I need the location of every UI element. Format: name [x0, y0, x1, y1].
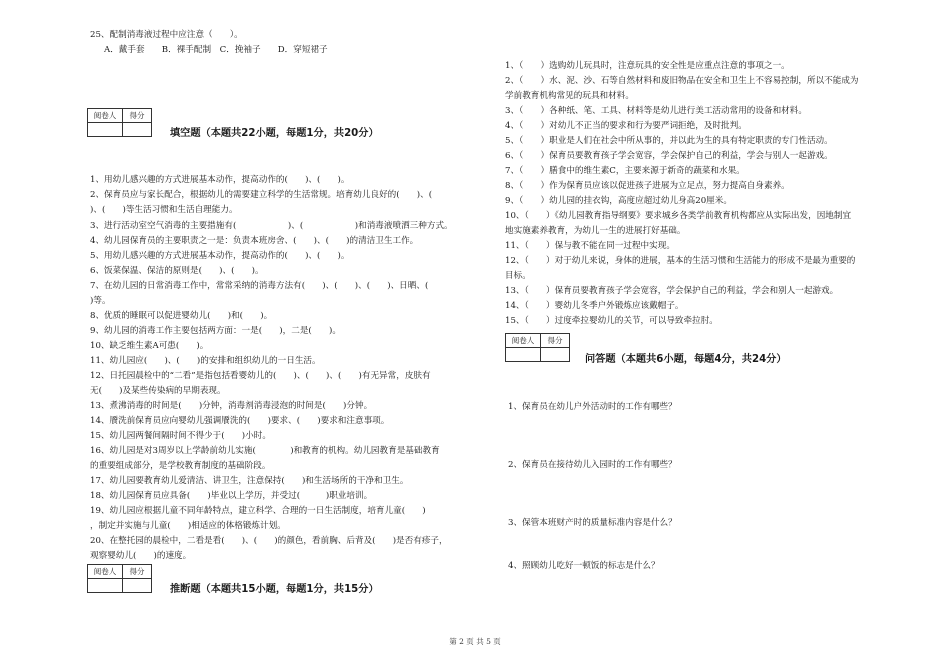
q25-options: A．戴手套 B．裸手配制 C．挽袖子 D．穿短裙子 — [104, 45, 328, 55]
fill-line: 2、保育员应与家长配合，根据幼儿的需要建立科学的生活常规。培育幼儿良好的( )、( — [90, 190, 433, 200]
fill-line: 13、煮沸消毒的时间是( )分钟，消毒剂消毒浸泡的时间是( )分钟。 — [90, 401, 373, 411]
fill-line: 10、缺乏维生素A可患( )。 — [90, 341, 209, 351]
fill-line: 15、幼儿园两餐间隔时间不得少于( )小时。 — [90, 431, 271, 441]
judge-line: 11、（ ）保与教不能在同一过程中实现。 — [505, 241, 675, 251]
fill-line: )、( )等生活习惯和生活自理能力。 — [90, 205, 238, 215]
fill-line: 12、日托园晨检中的“二看”是指包括看婴幼儿的( )、( )、( )有无异常，皮肤有 — [90, 371, 431, 381]
fill-line: 4、幼儿园保育员的主要职责之一是：负责本班房舍、( )、( )的清洁卫生工作。 — [90, 236, 419, 246]
score-label: 得分 — [129, 567, 145, 576]
fill-line: 11、幼儿园应( )、( )的安排和组织幼儿的一日生活。 — [90, 356, 321, 366]
fill-line: 9、幼儿园的消毒工作主要包括两方面：一是( )，二是( )。 — [90, 326, 341, 336]
qa-question-4: 4、照顾幼儿吃好一顿饭的标志是什么？ — [508, 561, 660, 571]
qa-section-title: 问答题（本题共6小题，每题4分，共24分） — [585, 354, 787, 365]
fill-line: 的重要组成部分，是学校教育制度的基础阶段。 — [90, 461, 271, 471]
judge-line: 2、（ ）水、泥、沙、石等自然材料和废旧物品在安全和卫生上不容易控制，所以不能成为 — [505, 76, 859, 86]
page-footer: 第 2 页 共 5 页 — [449, 637, 501, 646]
judge-line: 3、（ ）各种纸、笔、工具、材料等是幼儿进行美工活动常用的设备和材料。 — [505, 106, 807, 116]
q25-stem: 25、配制消毒液过程中应注意（ ）。 — [90, 30, 243, 40]
qa-question-2: 2、保育员在接待幼儿入园时的工作有哪些？ — [508, 460, 677, 470]
qa-question-1: 1、保育员在幼儿户外活动时的工作有哪些？ — [508, 402, 677, 412]
judge-line: 7、（ ）膳食中的维生素C，主要来源于新奇的蔬菜和水果。 — [505, 166, 745, 176]
judge-line: 地实施素养教育，为幼儿一生的进展打好基础。 — [505, 226, 686, 236]
score-box-judge — [87, 564, 152, 579]
judge-line: 5、（ ）职业是人们在社会中所从事的，并以此为生的具有特定职责的专门性活动。 — [505, 136, 833, 146]
reviewer-label: 阅卷人 — [88, 109, 123, 122]
judge-line: 学前教育机构常见的玩具和材料。 — [505, 91, 634, 101]
score-box-fill — [87, 108, 152, 123]
score-label: 得分 — [129, 111, 145, 120]
fill-section-title: 填空题（本题共22小题，每题1分，共20分） — [170, 128, 379, 139]
judge-line: 1、（ ）选购幼儿玩具时，注意玩具的安全性是应重点注意的事项之一。 — [505, 61, 790, 71]
judge-line: 6、（ ）保育员要教育孩子学会宽容，学会保护自己的利益，学会与别人一起游戏。 — [505, 151, 833, 161]
judge-line: 10、（ ）《幼儿园教育指导纲要》要求城乡各类学前教育机构都应从实际出发，因地制宜 — [505, 211, 852, 221]
score-box-qa — [505, 333, 570, 348]
qa-question-3: 3、保管本班财产时的质量标准内容是什么？ — [508, 518, 677, 528]
score-label: 得分 — [547, 336, 563, 345]
judge-line: 13、（ ）保育员要教育孩子学会宽容，学会保护自己的利益，学会和别人一起游戏。 — [505, 286, 839, 296]
fill-line: 14、餍洗前保育员应向婴幼儿强调餍洗的( )要求、( )要求和注意事项。 — [90, 416, 390, 426]
judge-line: 4、（ ）对幼儿不正当的要求和行为要严词拒绝，及时批判。 — [505, 121, 747, 131]
score-box-qa-blank — [505, 347, 570, 362]
reviewer-label: 阅卷人 — [88, 565, 123, 578]
fill-line: )等。 — [90, 296, 111, 306]
fill-line: 16、幼儿园是对3周岁以上学龄前幼儿实施( )和教育的机构。幼儿园教育是基础教育 — [90, 446, 440, 456]
judge-line: 15、（ ）过度牵拉婴幼儿的关节，可以导致牵拉肘。 — [505, 316, 718, 326]
judge-line: 12、（ ）对于幼儿来说，身体的进展，基本的生活习惯和生活能力的形成不是最为重要的 — [505, 256, 856, 266]
fill-line: ，制定并实施与儿童( )相适应的体格锻炼计划。 — [90, 521, 286, 531]
fill-line: 18、幼儿园保育员应具备( )毕业以上学历，并受过( )职业培训。 — [90, 491, 373, 501]
fill-line: 观察婴幼儿( )的速度。 — [90, 551, 192, 561]
judge-line: 14、（ ）婴幼儿冬季户外锻炼应该戴帽子。 — [505, 301, 684, 311]
fill-line: 7、在幼儿园的日常消毒工作中，常常采纳的消毒方法有( )、( )、( )、日晒、( — [90, 281, 429, 291]
fill-line: 3、进行活动室空气消毒的主要措施有( )、( )和消毒液喷洒三种方式。 — [90, 221, 453, 231]
score-box-fill-blank — [87, 122, 152, 137]
fill-line: 1、用幼儿感兴趣的方式进展基本动作，提高动作的( )、( )。 — [90, 175, 350, 185]
fill-line: 6、饭菜保温、保洁的原则是( )、( )。 — [90, 266, 264, 276]
judge-line: 目标。 — [505, 271, 531, 281]
fill-line: 8、优质的睡眠可以促进婴幼儿( )和( )。 — [90, 311, 273, 321]
judge-line: 8、（ ）作为保育员应该以促进孩子进展为立足点，努力提高自身素养。 — [505, 181, 790, 191]
fill-line: 17、幼儿园要教育幼儿爱清洁、讲卫生，注意保持( )和生活场所的干净和卫生。 — [90, 476, 409, 486]
score-box-judge-blank — [87, 578, 152, 593]
judge-section-title: 推断题（本题共15小题，每题1分，共15分） — [170, 584, 379, 595]
fill-line: 19、幼儿园应根据儿童不同年龄特点，建立科学、合理的一日生活制度，培育儿童( ) — [90, 506, 426, 516]
fill-line: 5、用幼儿感兴趣的方式进展基本动作，提高动作的( )、( )。 — [90, 251, 350, 261]
reviewer-label: 阅卷人 — [506, 334, 541, 347]
fill-line: 20、在整托园的晨检中，二看是看( )、( )的颜色，看前胸、后背及( )是否有疹子， — [90, 536, 448, 546]
judge-line: 9、（ ）幼儿园的挂衣钩，高度应超过幼儿身高20厘米。 — [505, 196, 732, 206]
fill-line: 无( )及某些传染病的早期表现。 — [90, 386, 226, 396]
